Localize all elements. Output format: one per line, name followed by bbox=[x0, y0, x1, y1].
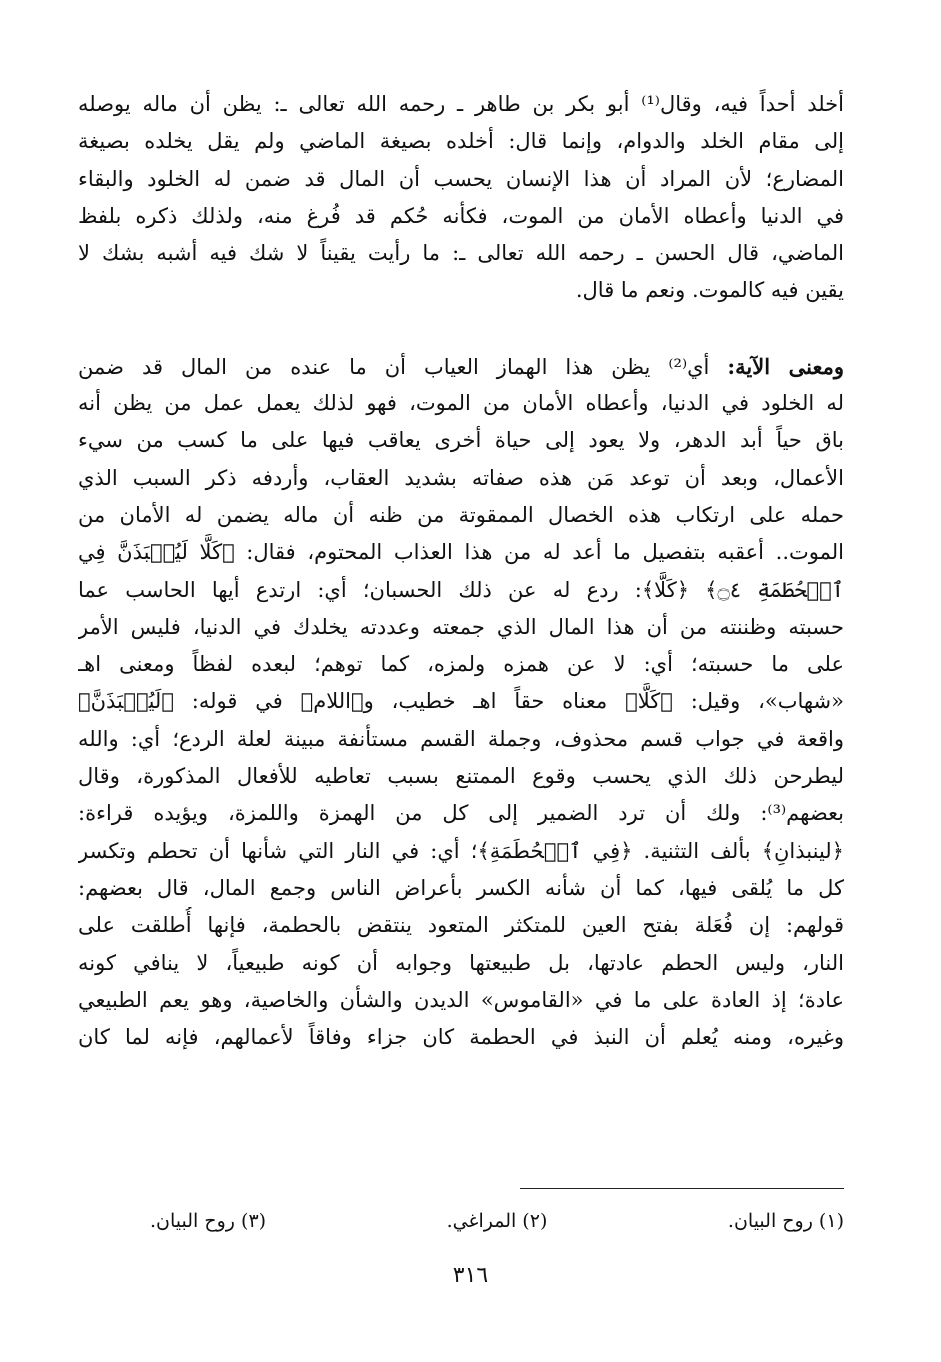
text-run: أي⁽²⁾ يظن هذا الهماز العياب أن ما عنده من المال قد ضمن bbox=[78, 354, 728, 379]
text-line: عادة؛ إذ العادة على ما في «القاموس» الديدن والشأن والخاصية، وهو يعم الطبيعي bbox=[78, 987, 844, 1012]
text-line: له الخلود في الدنيا، وأعطاه الأمان من الموت، فهو لذلك يعمل عمل من يظن أنه bbox=[78, 391, 844, 416]
footnote-1: (١) روح البيان. bbox=[727, 1210, 844, 1232]
text-line: ٱلۡحُطَمَةِ ۝٤﴾ ﴿كَلَّا﴾: ردع له عن ذلك الحسبان؛ أي: ارتدع أيها الحاسب عما bbox=[78, 577, 844, 602]
page-number: ٣١٦ bbox=[452, 1263, 489, 1288]
text-line: الأعمال، وبعد أن توعد مَن هذه صفاته بشديد العقاب، وأردفه ذكر السبب الذي bbox=[78, 465, 844, 490]
footnotes bbox=[150, 1207, 844, 1235]
text-line bbox=[78, 348, 844, 385]
text-line: ﴿لينبذانِ﴾ بألف التثنية. ﴿فِي ٱلۡحُطَمَةِ﴾؛ أي: في النار التي شأنها أن تحطم وتكسر bbox=[78, 838, 844, 863]
text-line: الماضي، قال الحسن ـ رحمه الله تعالى ـ: ما رأيت يقيناً لا شك فيه أشبه بشك لا bbox=[78, 241, 844, 266]
section-lead: ومعنى الآية: bbox=[727, 353, 844, 379]
paragraph-1 bbox=[78, 86, 844, 310]
main-text bbox=[78, 86, 844, 1056]
text-line: ليطرحن ذلك الذي يحسب وقوع الممتنع بسبب تعاطيه للأفعال المذكورة، وقال bbox=[78, 764, 844, 789]
footnote-3: (٣) روح البيان. bbox=[150, 1210, 267, 1232]
text-line: في الدنيا وأعطاه الأمان من الموت، فكأنه حُكم قد فُرغ منه، ولذلك ذكره بلفظ bbox=[78, 203, 844, 228]
text-line: النار، وليس الحطم عادتها، بل طبيعتها وجوابه أن كونه طبيعياً، لا ينافي كونه bbox=[78, 950, 844, 975]
text-line: واقعة في جواب قسم محذوف، وجملة القسم مستأنفة مبينة لعلة الردع؛ أي: والله bbox=[78, 726, 844, 751]
text-line: المضارع؛ لأن المراد أن هذا الإنسان يحسب أن المال قد ضمن له الخلود والبقاء bbox=[78, 166, 844, 191]
text-line: يقين فيه كالموت. ونعم ما قال. bbox=[575, 278, 844, 303]
text-line: إلى مقام الخلد والدوام، وإنما قال: أخلده بصيغة الماضي ولم يقل يخلده بصيغة bbox=[78, 129, 844, 154]
text-line: حمله على ارتكاب هذه الخصال الممقوتة من ظنه أن ماله يضمن له الأمان من bbox=[78, 502, 844, 527]
footnote-2: (٢) المراغي. bbox=[446, 1210, 548, 1232]
footnote-divider bbox=[520, 1188, 844, 1189]
text-line: كل ما يُلقى فيها، كما أن شأنه الكسر بأعراض الناس وجمع المال، قال بعضهم: bbox=[78, 875, 844, 900]
paragraph-2 bbox=[78, 348, 844, 1057]
text-line: وغيره، ومنه يُعلم أن النبذ في الحطمة كان جزاء وفاقاً لأعمالهم، فإنه لما كان bbox=[78, 1025, 844, 1050]
text-line: باق حياً أبد الدهر، ولا يعود إلى حياة أخرى يعاقب فيها على ما كسب من سيء bbox=[78, 428, 844, 453]
text-line: أخلد أحداً فيه، وقال⁽¹⁾ أبو بكر بن طاهر ـ رحمه الله تعالى ـ: يظن أن ماله يوصله bbox=[78, 92, 844, 116]
text-line: حسبته وظننته من أن هذا المال الذي جمعته وعددته يخلدك في الدنيا، فليس الأمر bbox=[78, 614, 844, 639]
text-line: الموت.. أعقبه بتفصيل ما أعد له من هذا العذاب المحتوم، فقال: ﴿كَلَّا لَيُنۢبَذَنَّ فِي bbox=[78, 540, 844, 565]
text-line: بعضهم⁽³⁾: ولك أن ترد الضمير إلى كل من الهمزة واللمزة، ويؤيده قراءة: bbox=[78, 801, 844, 826]
text-line: قولهم: إن فُعَلة بفتح العين للمتكثر المتعود ينتقض بالحطمة، فإنها أُطلقت على bbox=[78, 913, 844, 938]
text-line: «شهاب»، وقيل: ﴿كَلَّا﴾ معناه حقاً اهـ خطيب، و﴿اللام﴾ في قوله: ﴿لَيُنۢبَذَنَّ﴾ bbox=[78, 689, 844, 714]
text-line: على ما حسبته؛ أي: لا عن همزه ولمزه، كما توهم؛ لبعده لفظاً ومعنى اهـ bbox=[78, 652, 844, 677]
paragraph-spacer bbox=[78, 310, 844, 348]
